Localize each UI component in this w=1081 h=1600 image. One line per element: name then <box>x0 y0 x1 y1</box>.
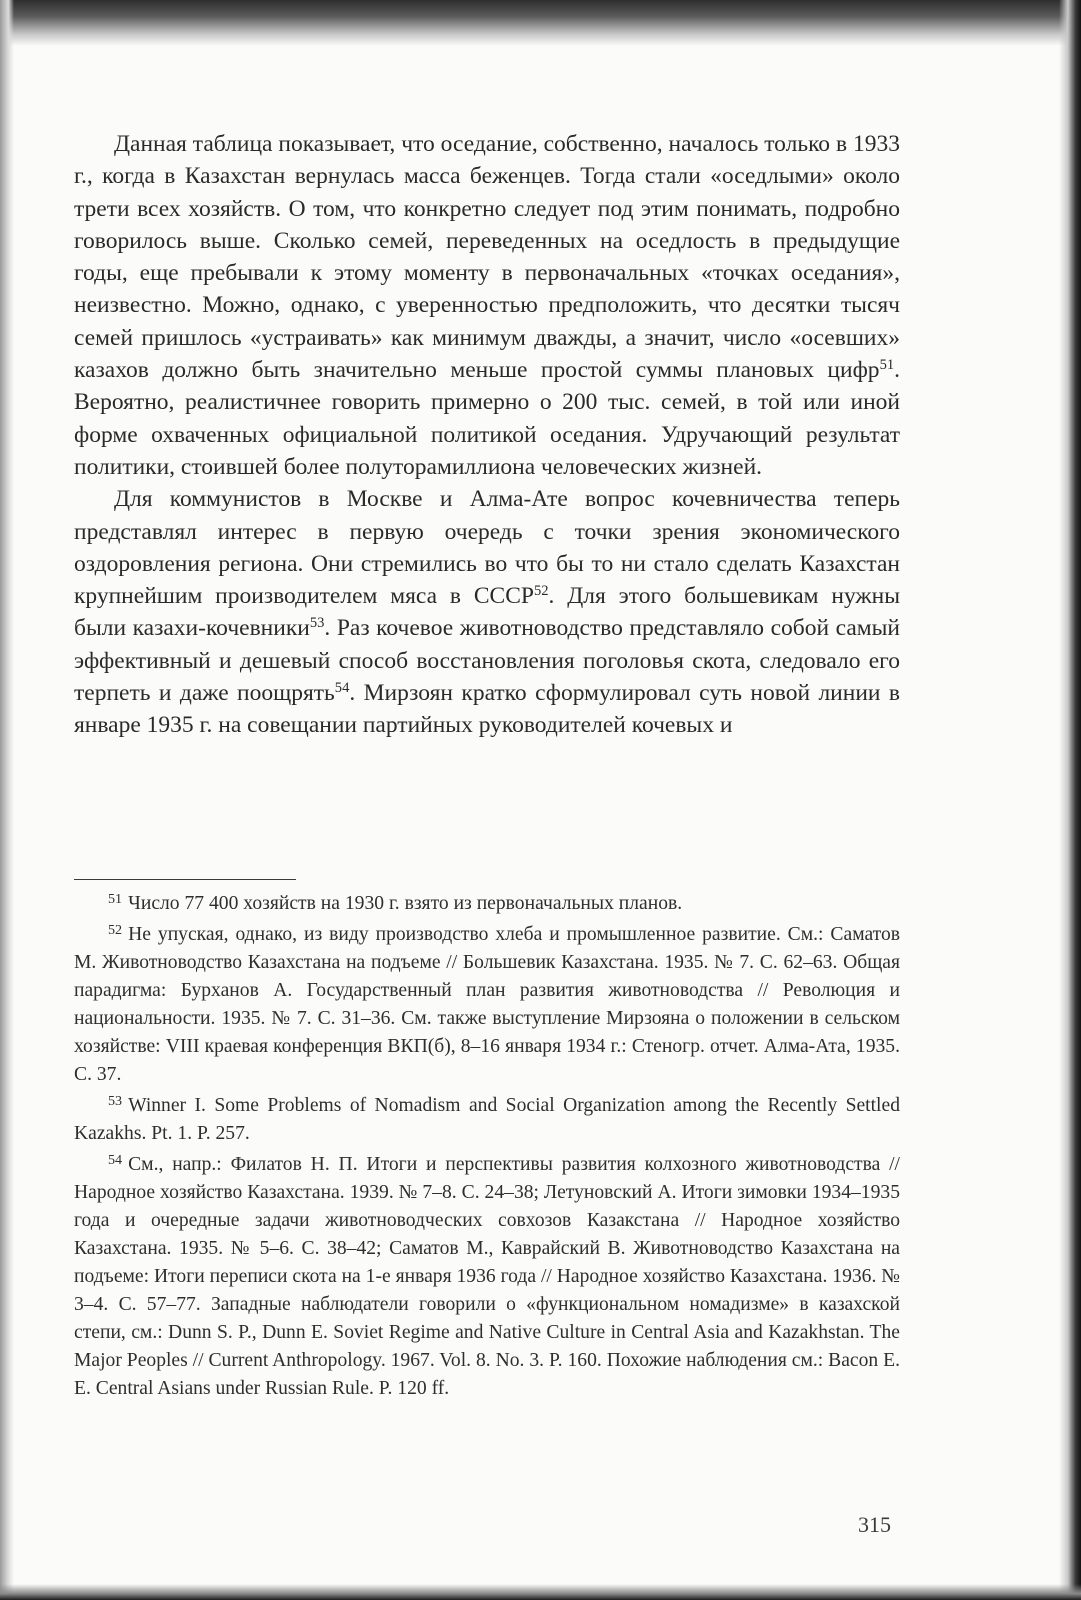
footnote-51 <box>74 890 900 918</box>
paragraph-1-part-b: . Вероятно, реалистичнее говорить примерно о 200 тыс. семей, в той или иной форме охваченных официальной политикой оседания. Удручающий результат политики, стоившей более полуторамиллиона человеческих жизней. <box>74 357 900 480</box>
footnote-ref-54[interactable]: 54 <box>334 680 350 697</box>
paragraph-2-part-d: . Мирзоян кратко сформулировал суть новой линии в январе 1935 г. на совещании партийных руководителей кочевых и <box>74 680 901 739</box>
footnote-number: 52 <box>108 921 123 938</box>
scan-left-shadow <box>0 0 14 1600</box>
footnotes <box>74 890 900 1406</box>
paragraph-2-part-b: . Для этого большевикам нужны были казахи-кочевники <box>74 583 900 642</box>
scan-bottom-edge <box>0 1584 1081 1600</box>
footnote-text: Число 77 400 хозяйств на 1930 г. взято из первоначальных планов. <box>128 893 683 914</box>
footnote-ref-51[interactable]: 51 <box>879 357 895 374</box>
paragraph-2-part-c: . Раз кочевое животноводство представляло собой самый эффективный и дешевый способ восстановления поголовья скота, следовало его терпеть и даже поощрять <box>74 615 901 707</box>
footnote-ref-52[interactable]: 52 <box>533 583 549 600</box>
paragraph-1 <box>74 128 900 483</box>
paragraph-2-part-a: Для коммунистов в Москве и Алма-Ате вопрос кочевничества теперь представлял интерес в первую очередь с точки зрения экономического оздоровления региона. Они стремились во что бы то ни стало сделать Казахстан крупнейшим производителем мяса в СССР <box>74 486 900 610</box>
footnote-number: 53 <box>108 1092 123 1109</box>
footnote-text: Не упуская, однако, из виду производство хлеба и промышленное развитие. См.: Саматов М. Животноводство Казахстана на подъеме // Большевик Казахстана. 1935. № 7. С. 62–63. Общая парадигма: Бурханов А. Государственный план развития животноводства // Революция и национальности. 1935. № 7. С. 31–36. См. также выступление Мирзояна о положении в сельском хозяйстве: VIII краевая конференция ВКП(б), 8–16 января 1934 г.: Стеногр. отчет. Алма-Ата, 1935. С. 37. <box>74 924 900 1085</box>
footnote-52 <box>74 921 900 1089</box>
footnote-53 <box>74 1092 900 1148</box>
paragraph-1-part-a: Данная таблица показывает, что оседание, собственно, началось только в 1933 г., когда в Казахстан вернулась масса беженцев. Тогда стали «оседлыми» около трети всех хозяйств. О том, что конкретно следует под этим понимать, подробно говорилось выше. Сколько семей, переведенных на оседлость в предыдущие годы, еще пребывали к этому моменту в первоначальных «точках оседания», неизвестно. Можно, однако, с уверенностью предположить, что десятки тысяч семей пришлось «устраивать» как минимум дважды, а значит, число «осевших» казахов должно быть значительно меньше простой суммы плановых цифр <box>74 131 900 384</box>
footnote-separator <box>74 879 296 880</box>
footnote-text: См., напр.: Филатов Н. П. Итоги и перспективы развития колхозного животноводства // Народное хозяйство Казахстана. 1939. № 7–8. С. 24–38; Летуновский А. Итоги зимовки 1934–1935 года и очередные задачи животноводческих совхозов Казакстана // Народное хозяйство Казахстана. 1935. № 5–6. С. 38–42; Саматов М., Каврайский В. Животноводство Казахстана на подъеме: Итоги переписи скота на 1-е января 1936 года // Народное хозяйство Казахстана. 1936. № 3–4. С. 57–77. Западные наблюдатели говорили о «функциональном номадизме» в казахской степи, см.: Dunn S. P., Dunn E. Soviet Regime and Native Culture in Central Asia and Kazakhstan. The Major Peoples // Current Anthropology. 1967. Vol. 8. No. 3. P. 160. Похожие наблюдения см.: Bacon E. E. Central Asians under Russian Rule. P. 120 ff. <box>74 1154 900 1399</box>
paragraph-2 <box>74 483 900 741</box>
footnote-number: 51 <box>108 890 123 907</box>
scan-top-shadow <box>0 0 1081 46</box>
footnote-text: Winner I. Some Problems of Nomadism and Social Organization among the Recently Settled Kazakhs. Pt. 1. P. 257. <box>74 1095 900 1144</box>
footnote-number: 54 <box>108 1151 123 1168</box>
footnote-54 <box>74 1151 900 1403</box>
page-number: 315 <box>858 1512 891 1537</box>
scan-right-edge <box>1059 0 1081 1600</box>
main-text <box>74 128 900 742</box>
footnote-ref-53[interactable]: 53 <box>309 615 325 632</box>
